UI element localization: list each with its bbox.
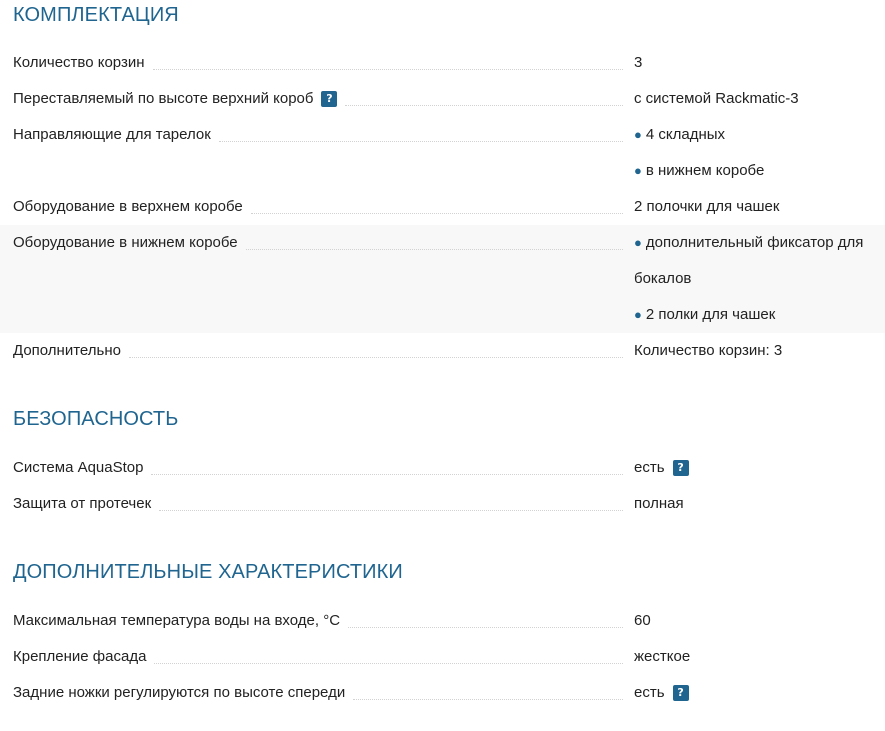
spec-value: 2 полочки для чашек bbox=[634, 198, 780, 215]
dotted-leader bbox=[151, 473, 623, 475]
help-icon[interactable]: ? bbox=[321, 91, 337, 107]
spec-row-lower-basket-equipment bbox=[0, 225, 885, 333]
spec-row-rear-feet-adjustment bbox=[0, 675, 885, 711]
section-title-safety: БЕЗОПАСНОСТЬ bbox=[13, 408, 179, 430]
dotted-leader bbox=[345, 104, 623, 106]
dotted-leader bbox=[129, 356, 623, 358]
spec-value: 3 bbox=[634, 54, 643, 71]
spec-label: Оборудование в верхнем коробе bbox=[13, 198, 243, 215]
spec-row-adjustable-upper-basket bbox=[0, 81, 885, 117]
spec-value: дополнительный фиксатор для bbox=[645, 234, 864, 251]
dotted-leader bbox=[154, 662, 623, 664]
spec-value: 2 полки для чашек bbox=[645, 306, 776, 323]
dotted-leader bbox=[353, 698, 623, 700]
dotted-leader bbox=[153, 68, 623, 70]
spec-value: с системой Rackmatic-3 bbox=[634, 90, 799, 107]
spec-value: полная bbox=[634, 495, 684, 512]
list-item bbox=[634, 117, 881, 153]
dotted-leader bbox=[219, 140, 623, 142]
section-title-additional-characteristics: ДОПОЛНИТЕЛЬНЫЕ ХАРАКТЕРИСТИКИ bbox=[13, 561, 403, 583]
spec-value: Количество корзин: 3 bbox=[634, 342, 783, 359]
spec-value: в нижнем коробе bbox=[645, 162, 765, 179]
spec-label: Переставляемый по высоте верхний короб bbox=[13, 90, 314, 107]
bullet-icon: ● bbox=[634, 127, 642, 142]
spec-label: Максимальная температура воды на входе, °C bbox=[13, 612, 341, 629]
list-item bbox=[634, 225, 881, 261]
spec-value: есть bbox=[634, 684, 665, 701]
section-title-equipment: КОМПЛЕКТАЦИЯ bbox=[13, 4, 179, 26]
bullet-icon: ● bbox=[634, 307, 642, 322]
list-item bbox=[634, 153, 881, 189]
help-icon[interactable]: ? bbox=[673, 460, 689, 476]
dotted-leader bbox=[159, 509, 623, 511]
spec-label: Система AquaStop bbox=[13, 459, 144, 476]
dotted-leader bbox=[246, 248, 623, 250]
help-icon[interactable]: ? bbox=[673, 685, 689, 701]
spec-value: 4 складных bbox=[645, 126, 726, 143]
spec-value: есть bbox=[634, 459, 665, 476]
spec-row-aquastop bbox=[0, 450, 885, 486]
spec-label: Направляющие для тарелок bbox=[13, 126, 211, 143]
dotted-leader bbox=[348, 626, 623, 628]
bullet-icon: ● bbox=[634, 163, 642, 178]
spec-label: Защита от протечек bbox=[13, 495, 152, 512]
spec-value-continuation: бокалов bbox=[634, 270, 692, 287]
spec-row-leak-protection bbox=[0, 486, 885, 522]
spec-row-upper-basket-equipment bbox=[0, 189, 885, 225]
spec-label: Задние ножки регулируются по высоте спереди bbox=[13, 684, 346, 701]
spec-row-plate-racks bbox=[0, 117, 885, 189]
dotted-leader bbox=[251, 212, 623, 214]
spec-row-basket-count bbox=[0, 45, 885, 81]
spec-row-facade-mount bbox=[0, 639, 885, 675]
spec-value: жесткое bbox=[634, 648, 691, 665]
spec-row-max-water-temp bbox=[0, 603, 885, 639]
spec-label: Дополнительно bbox=[13, 342, 121, 359]
spec-row-additional bbox=[0, 333, 885, 369]
spec-label: Оборудование в нижнем коробе bbox=[13, 234, 238, 251]
bullet-icon: ● bbox=[634, 235, 642, 250]
spec-label: Количество корзин bbox=[13, 54, 145, 71]
spec-label: Крепление фасада bbox=[13, 648, 147, 665]
list-item bbox=[634, 297, 881, 333]
spec-value: 60 bbox=[634, 612, 651, 629]
